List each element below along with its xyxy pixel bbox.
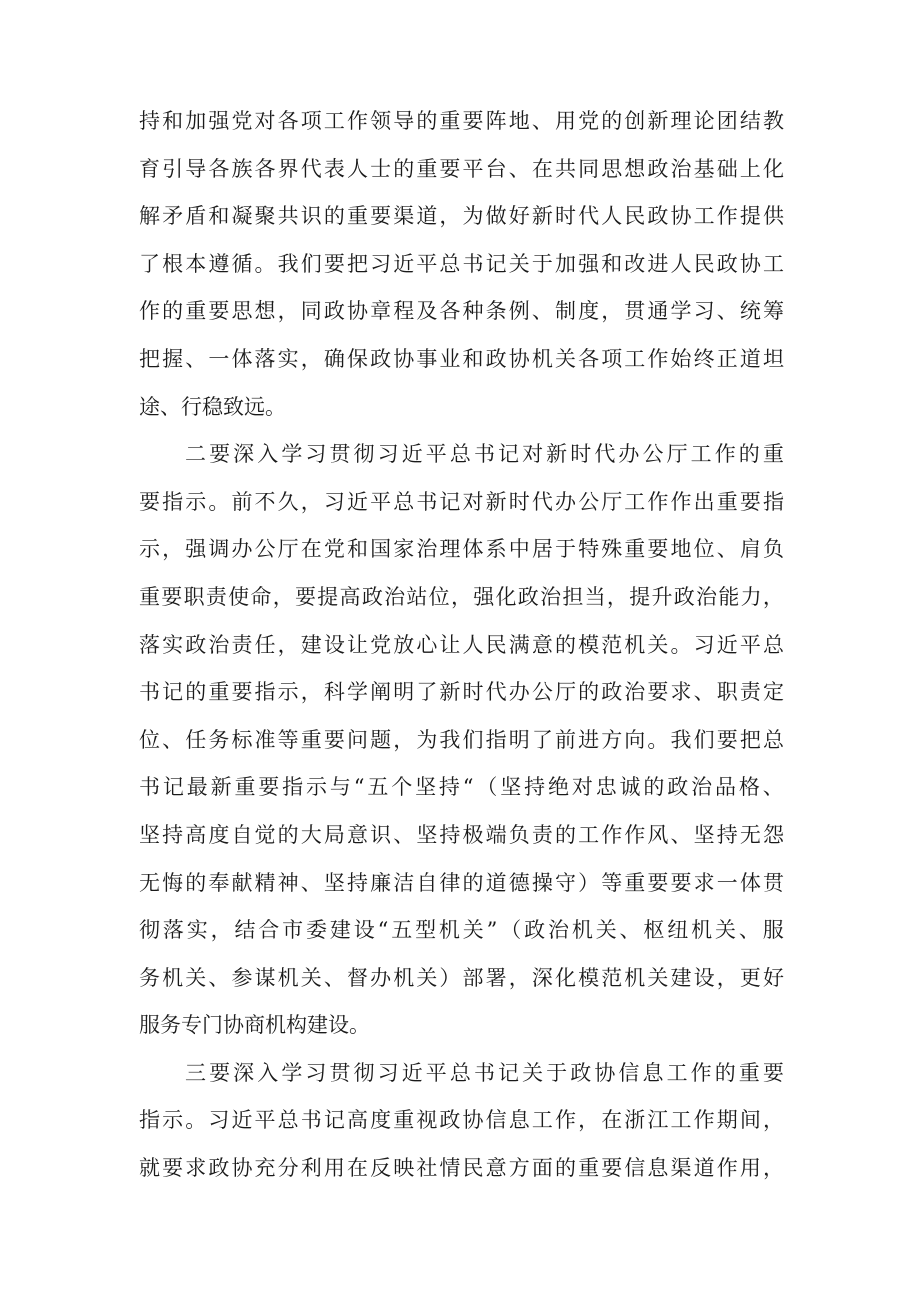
paragraph-heading-line: 二 要 深 入 学 习 贯 彻 习 近 平 总 书 记 对 新 时 代 办 公 厅 工 作 的 重 bbox=[185, 442, 784, 467]
text-line: 把 握 、 一 体 落 实 ， 确 保 政 协 事 业 和 政 协 机 关 各 项 工 作 始 终 正 道 坦 bbox=[139, 346, 784, 371]
text-line: 了 根 本 遵 循 。 我 们 要 把 习 近 平 总 书 记 关 于 加 强 和 改 进 人 民 政 协 工 bbox=[139, 251, 784, 276]
text-line: 持 和 加 强 党 对 各 项 工 作 领 导 的 重 要 阵 地 、 用 党 的 创 新 理 论 团 结 教 bbox=[139, 109, 784, 133]
text-line: 务 机 关 、 参 谋 机 关 、 督 办 机 关 ） 部 署 ， 深 化 模 范 机 关 建 设 ， 更 好 bbox=[139, 965, 784, 990]
text-line: 示 ， 强 调 办 公 厅 在 党 和 国 家 治 理 体 系 中 居 于 特 殊 重 要 地 位 、 肩 负 bbox=[139, 537, 784, 562]
text-line: 书 记 最 新 重 要 指 示 与 “ 五 个 坚 持 “ （ 坚 持 绝 对 忠 诚 的 政 治 品 格 、 bbox=[139, 775, 784, 800]
text-line: 解 矛 盾 和 凝 聚 共 识 的 重 要 渠 道 ， 为 做 好 新 时 代 人 民 政 协 工 作 提 供 bbox=[139, 204, 784, 229]
text-line: 彻 落 实 ， 结 合 市 委 建 设 “ 五 型 机 关 ” （ 政 治 机 关 、 枢 纽 机 关 、 服 bbox=[139, 918, 784, 943]
text-line: 无 悔 的 奉 献 精 神 、 坚 持 廉 洁 自 律 的 道 德 操 守 ） 等 重 要 要 求 一 体 贯 bbox=[139, 870, 784, 895]
text-line: 服务专门协商机构建设。 bbox=[139, 1013, 370, 1038]
text-line: 育 引 导 各 族 各 界 代 表 人 士 的 重 要 平 台 、 在 共 同 思 想 政 治 基 础 上 化 bbox=[139, 156, 784, 181]
text-line: 就 要 求 政 协 充 分 利 用 在 反 映 社 情 民 意 方 面 的 重 要 信 息 渠 道 作 用 ， bbox=[139, 1156, 784, 1181]
text-line: 位 、 任 务 标 准 等 重 要 问 题 ， 为 我 们 指 明 了 前 进 方 向 。 我 们 要 把 总 bbox=[139, 727, 784, 752]
text-line: 坚 持 高 度 自 觉 的 大 局 意 识 、 坚 持 极 端 负 责 的 工 作 作 风 、 坚 持 无 怨 bbox=[139, 822, 784, 847]
paragraph-heading-line: 三 要 深 入 学 习 贯 彻 习 近 平 总 书 记 关 于 政 协 信 息 工 作 的 重 要 bbox=[185, 1060, 784, 1085]
body-text bbox=[139, 98, 784, 1193]
text-line: 要 指 示 。 前 不 久 ， 习 近 平 总 书 记 对 新 时 代 办 公 厅 工 作 作 出 重 要 指 bbox=[139, 489, 784, 514]
text-line: 重 要 职 责 使 命 ， 要 提 高 政 治 站 位 ， 强 化 政 治 担 当 ， 提 升 政 治 能 力 ， bbox=[139, 584, 784, 609]
text-line: 途、行稳致远。 bbox=[139, 394, 286, 419]
text-line: 作 的 重 要 思 想 ， 同 政 协 章 程 及 各 种 条 例 、 制 度 ， 贯 通 学 习 、 统 筹 bbox=[139, 299, 784, 324]
text-line: 指 示 。 习 近 平 总 书 记 高 度 重 视 政 协 信 息 工 作 ， 在 浙 江 工 作 期 间 ， bbox=[139, 1108, 784, 1133]
text-line: 落 实 政 治 责 任 ， 建 设 让 党 放 心 让 人 民 满 意 的 模 范 机 关 。 习 近 平 总 bbox=[139, 632, 784, 657]
text-line: 书 记 的 重 要 指 示 ， 科 学 阐 明 了 新 时 代 办 公 厅 的 政 治 要 求 、 职 责 定 bbox=[139, 680, 784, 705]
